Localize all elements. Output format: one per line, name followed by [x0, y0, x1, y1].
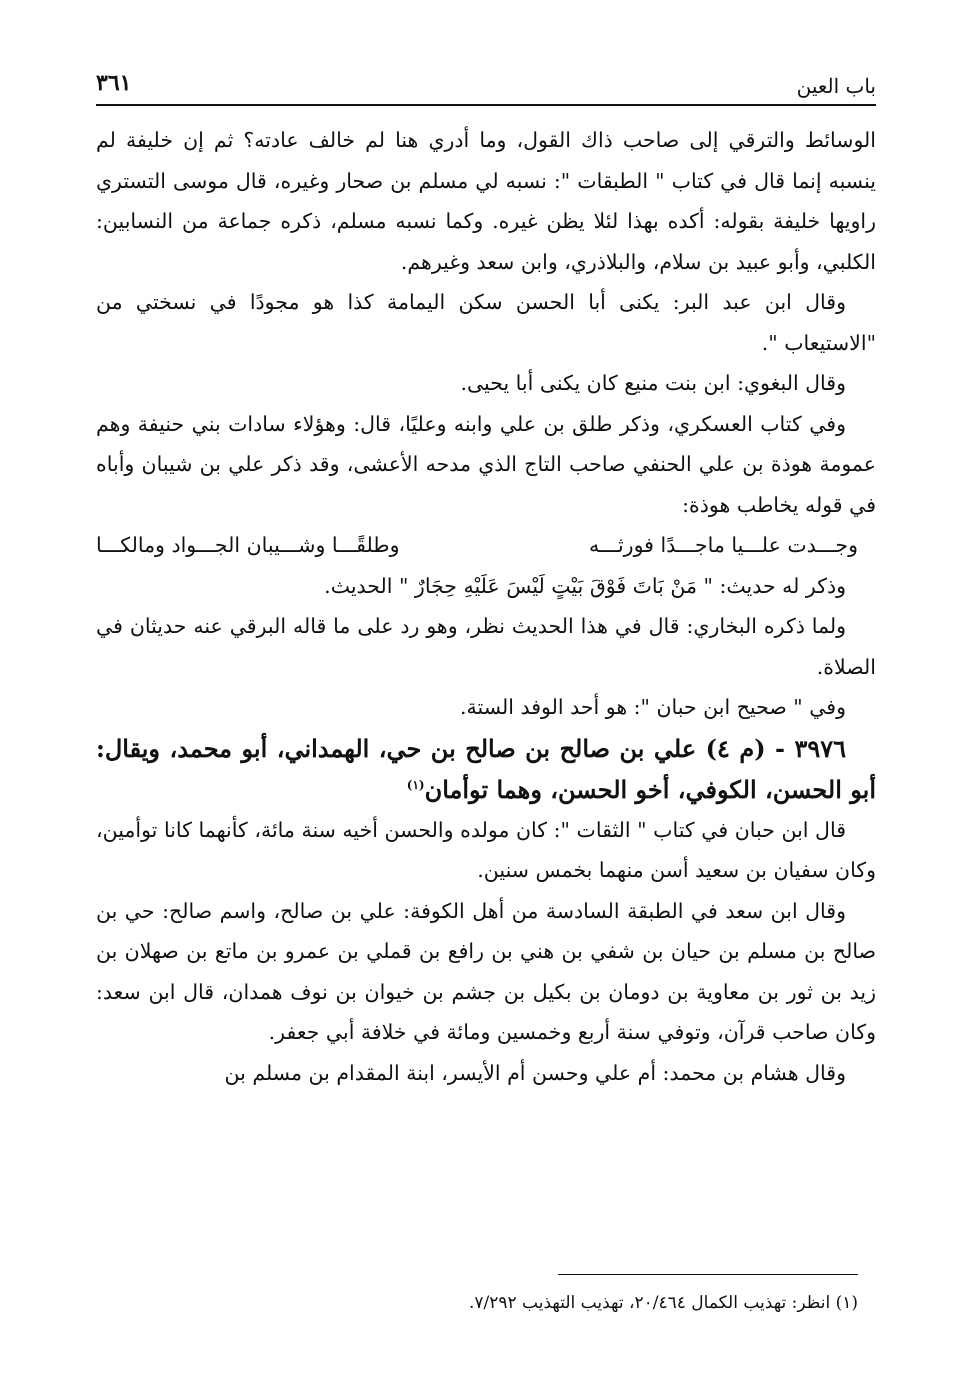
paragraph: ولما ذكره البخاري: قال في هذا الحديث نظر، وهو رد على ما قاله البرقي عنه حديثان في الصلاة.: [96, 614, 876, 679]
chapter-title: باب العين: [796, 74, 876, 98]
paragraph: وفي " صحيح ابن حبان ": هو أحد الوفد الستة.: [460, 695, 846, 719]
paragraph: وذكر له حديث: " مَنْ بَاتَ فَوْقَ بَيْتٍ لَيْسَ عَلَيْهِ حِجَارٌ " الحديث.: [324, 573, 846, 598]
footnote-reference[interactable]: (١): [406, 777, 425, 792]
page-body: [96, 120, 876, 1093]
paragraph: وقال البغوي: ابن بنت منيع كان يكنى أبا يحيى.: [460, 371, 846, 395]
poem-verse: [96, 525, 876, 566]
paragraph: وقال ابن عبد البر: يكنى أبا الحسن سكن اليمامة كذا هو مجودًا في نسختي من "الاستيعاب ".: [96, 290, 876, 355]
book-page: [96, 60, 876, 1093]
footnote: (١) انظر: تهذيب الكمال ٢٠/٤٦٤، تهذيب التهذيب ٧/٢٩٢.: [468, 1293, 858, 1313]
page-header: [96, 60, 876, 106]
paragraph: الوسائط والترقي إلى صاحب ذاك القول، وما أدري هنا لم خالف عادته؟ ثم إن خليفة لم ينسبه إنما قال في كتاب " الطبقات ": نسبه لي مسلم بن صحار وغيره، قال موسى التستري راويها خليفة بقوله: أكده بهذا لئلا يظن غيره. وكما نسبه مسلم، ذكره جماعة من النسابين: الكلبي، وأبو عبيد بن سلام، والبلاذري، وابن سعد وغيرهم.: [96, 128, 876, 274]
paragraph: قال ابن حبان في كتاب " الثقات ": كان مولده والحسن أخيه سنة مائة، كأنهما كانا توأمين، وكان سفيان بن سعيد أسن منهما بخمس سنين.: [96, 817, 876, 882]
verse-second-hemistich: وطلقًـــا وشـــيبان الجـــواد ومالكـــا: [96, 533, 400, 557]
paragraph: وفي كتاب العسكري، وذكر طلق بن علي وابنه وعليًا، قال: وهؤلاء سادات بني حنيفة وهم عمومة هوذة بن علي الحنفي صاحب التاج الذي مدحه الأعشى، وقد ذكر علي بن شيبان وأباه في قوله يخاطب هوذة:: [96, 411, 876, 517]
entry-heading-text: ٣٩٧٦ - (م ٤) علي بن صالح بن صالح بن حي، الهمداني، أبو محمد، ويقال: أبو الحسن، الكوفي، أخو الحسن، وهما توأمان: [96, 733, 876, 804]
entry-heading: [96, 728, 876, 810]
paragraph: وقال ابن سعد في الطبقة السادسة من أهل الكوفة: علي بن صالح، واسم صالح: حي بن صالح بن مسلم بن حيان بن شفي بن هني بن رافع بن قملي بن عمرو بن ماتع بن صهلان بن زيد بن ثور بن معاوية بن دومان بن بكيل بن جشم بن خيوان بن نوف همدان، قال ابن سعد: وكان صاحب قرآن، وتوفي سنة أربع وخمسين ومائة في خلافة أبي جعفر.: [96, 898, 876, 1044]
page-number: ٣٦١: [96, 70, 132, 96]
verse-first-hemistich: وجـــدت علـــيا ماجـــدًا فورثـــه: [588, 533, 858, 557]
paragraph: وقال هشام بن محمد: أم علي وحسن أم الأيسر، ابنة المقدام بن مسلم بن: [224, 1060, 846, 1085]
footnote-divider: [558, 1274, 858, 1275]
